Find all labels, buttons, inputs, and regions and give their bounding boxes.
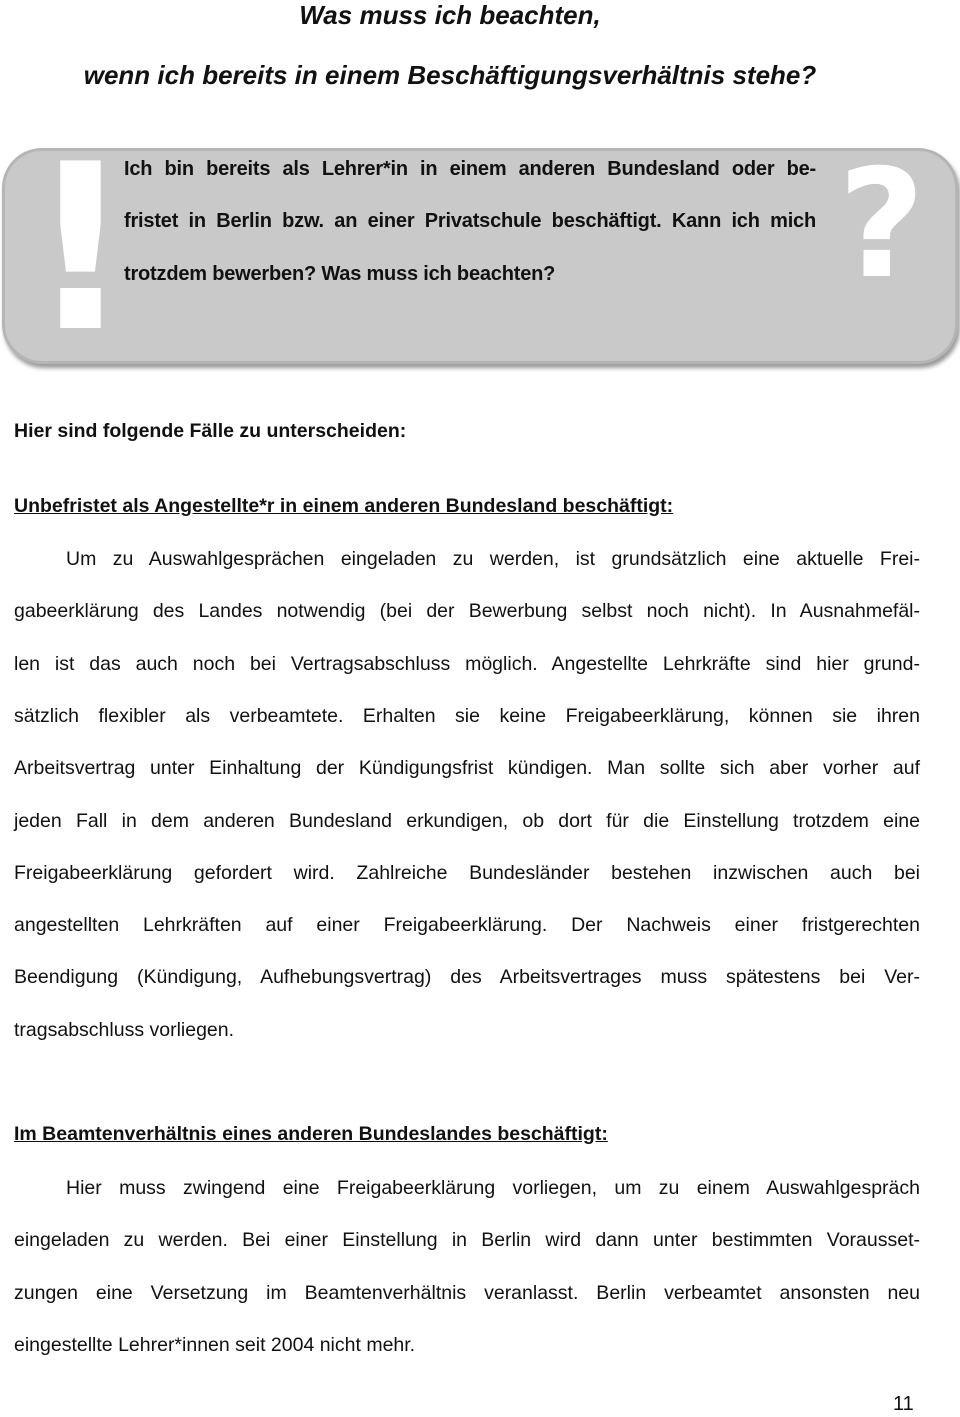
section2-heading: Im Beamtenverhältnis eines anderen Bundeslandes beschäftigt:: [14, 1123, 608, 1145]
title-line-1: Was muss ich beachten,: [299, 0, 601, 30]
paragraph-line: gabeerklärung des Landes notwendig (bei der Bewerbung selbst noch nicht). In Ausnahmefäl-: [14, 600, 920, 623]
callout-line: trotzdem bewerben? Was muss ich beachten?: [124, 263, 556, 285]
callout-line: fristet in Berlin bzw. an einer Privatschule beschäftigt. Kann ich mich: [124, 210, 816, 232]
paragraph-line: Beendigung (Kündigung, Aufhebungsvertrag) des Arbeitsvertrages muss spätestens bei Ver-: [14, 966, 920, 989]
section1-heading: Unbefristet als Angestellte*r in einem anderen Bundesland beschäftigt:: [14, 495, 674, 517]
exclamation-icon: !: [28, 116, 133, 383]
paragraph-line: Arbeitsvertrag unter Einhaltung der Kündigungsfrist kündigen. Man sollte sich aber vorher auf: [14, 757, 920, 780]
paragraph-line: jeden Fall in dem anderen Bundesland erkundigen, ob dort für die Einstellung trotzdem eine: [14, 809, 920, 832]
paragraph-line: Freigabeerklärung gefordert wird. Zahlreiche Bundesländer bestehen inzwischen auch bei: [14, 861, 920, 884]
title-line-2: wenn ich bereits in einem Beschäftigungsverhältnis stehe?: [83, 60, 817, 90]
intro-heading: Hier sind folgende Fälle zu unterscheiden:: [14, 420, 407, 442]
paragraph-line: zungen eine Versetzung im Beamtenverhältnis veranlasst. Berlin verbeamtet ansonsten neu: [14, 1281, 920, 1304]
callout-line: Ich bin bereits als Lehrer*in in einem anderen Bundesland oder be-: [124, 158, 816, 180]
paragraph-line: sätzlich flexibler als verbeamtete. Erhalten sie keine Freigabeerklärung, können sie ihren: [14, 704, 920, 727]
paragraph-line: len ist das auch noch bei Vertragsabschluss möglich. Angestellte Lehrkräfte sind hier grund-: [14, 652, 920, 675]
paragraph-line: Um zu Auswahlgesprächen eingeladen zu werden, ist grundsätzlich eine aktuelle Frei-: [66, 548, 920, 570]
paragraph-line: angestellten Lehrkräften auf einer Freigabeerklärung. Der Nachweis einer fristgerechten: [14, 914, 920, 937]
paragraph-line: eingeladen zu werden. Bei einer Einstellung in Berlin wird dann unter bestimmten Vorausset-: [14, 1229, 920, 1252]
paragraph-line: eingestellte Lehrer*innen seit 2004 nicht mehr.: [14, 1333, 416, 1356]
question-mark-icon: ?: [838, 138, 926, 312]
paragraph-line: Hier muss zwingend eine Freigabeerklärung vorliegen, um zu einem Auswahlgespräch: [66, 1177, 920, 1199]
page-number: 11: [893, 1393, 914, 1415]
paragraph-line: tragsabschluss vorliegen.: [14, 1018, 235, 1041]
